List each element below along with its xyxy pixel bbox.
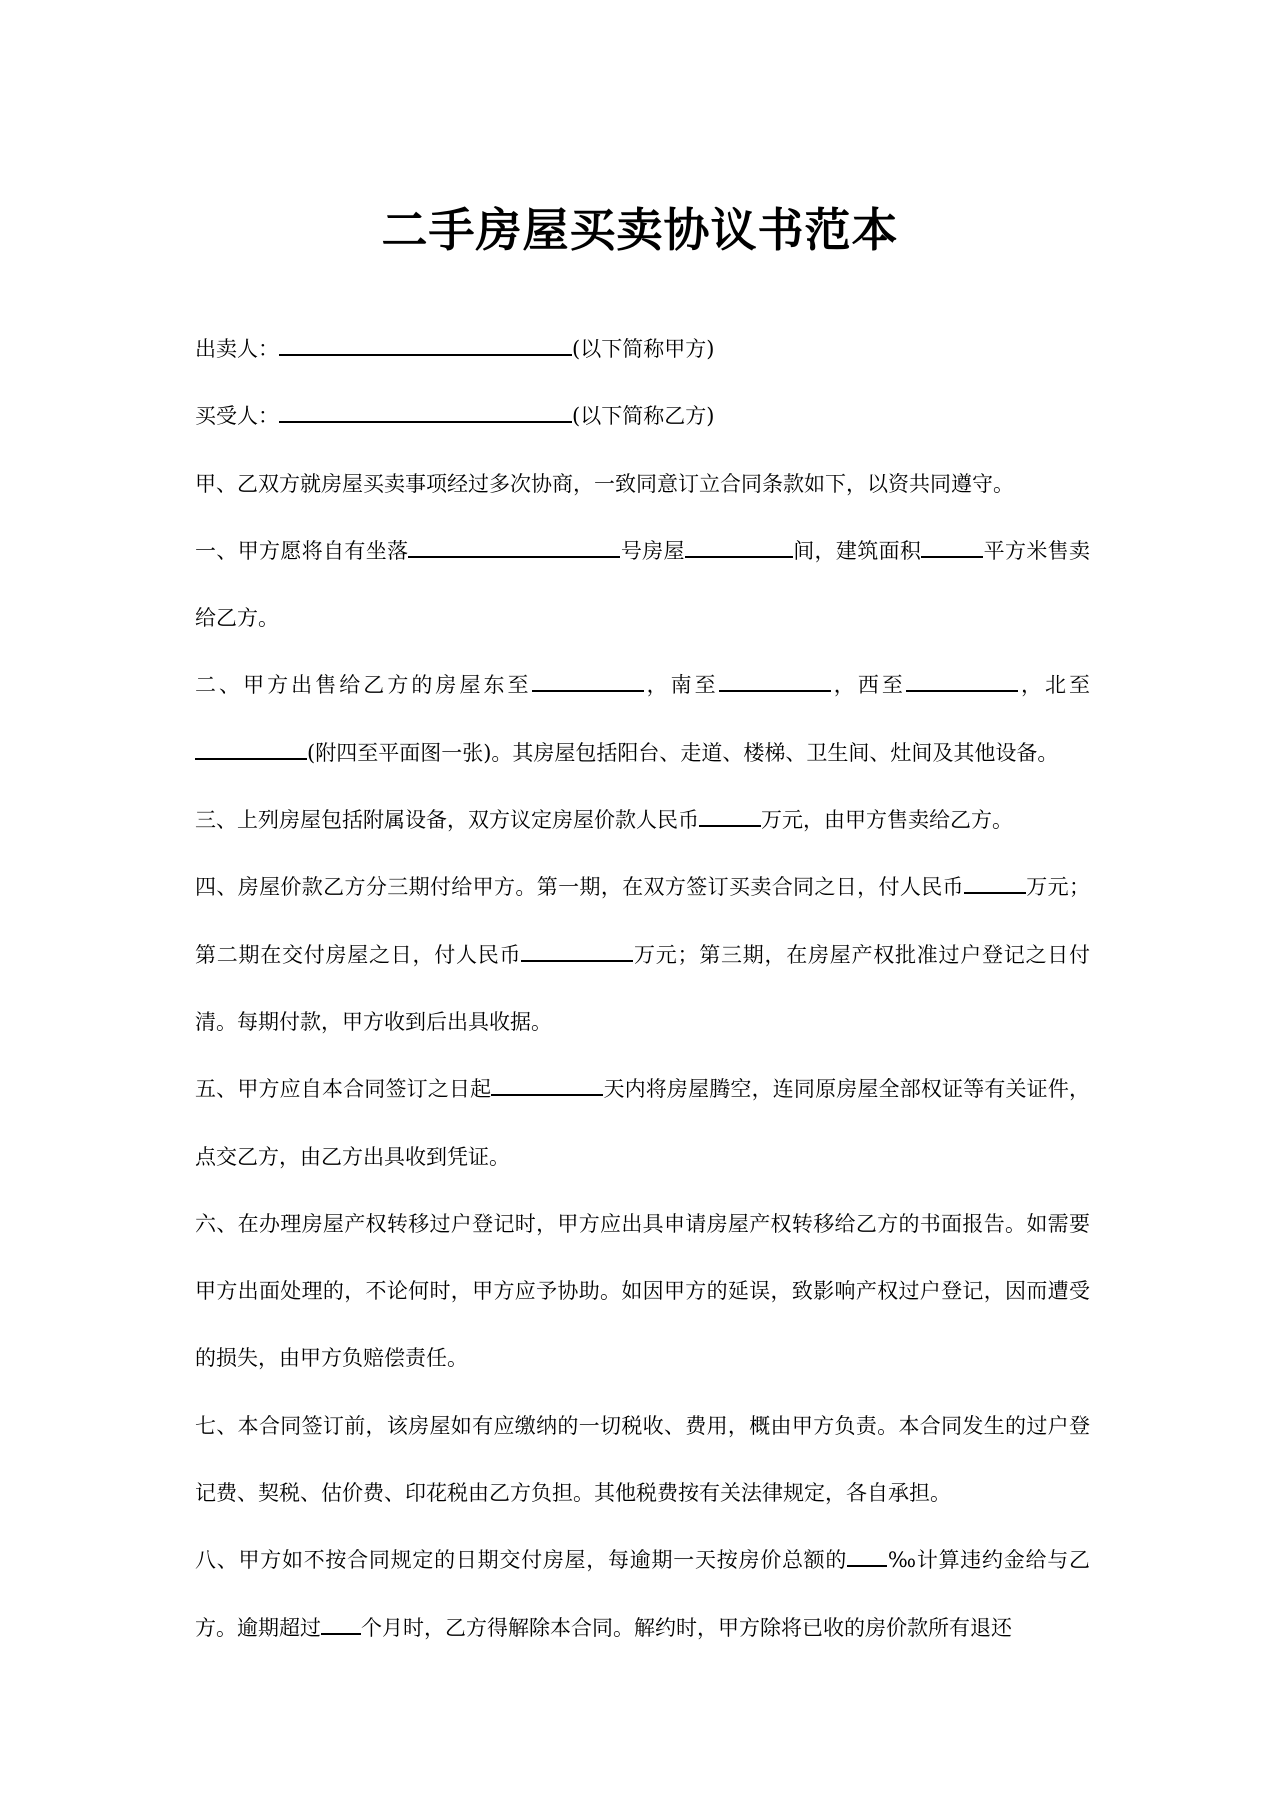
east-boundary-blank[interactable] xyxy=(532,668,644,692)
clause-8-text-b: ‰计算违约金给与乙方。逾期超过 xyxy=(195,1548,1090,1640)
area-blank[interactable] xyxy=(921,534,983,558)
clause-1-text-d: 平方米售卖给乙方。 xyxy=(195,538,1091,631)
rooms-blank[interactable] xyxy=(685,534,793,558)
clause-2-text-a: 二、甲方出售给乙方的房屋东至 xyxy=(195,673,532,698)
clause-4-text-b: 万元；第二期在交付房屋之日，付人民币 xyxy=(195,875,1090,967)
document-title: 二手房屋买卖协议书范本 xyxy=(381,203,899,257)
clause-1 xyxy=(195,518,1090,653)
seller-suffix: (以下简称甲方) xyxy=(572,337,715,361)
north-boundary-blank[interactable] xyxy=(195,736,307,760)
overdue-months-blank[interactable] xyxy=(321,1611,361,1635)
buyer-label: 买受人： xyxy=(195,404,279,429)
clause-1-text-b: 号房屋 xyxy=(620,538,685,563)
south-boundary-blank[interactable] xyxy=(719,668,831,692)
clause-2-text-e: (附四至平面图一张)。其房屋包括阳台、走道、楼梯、卫生间、灶间及其他设备。 xyxy=(307,740,1059,765)
clause-3-text-a: 三、上列房屋包括附属设备，双方议定房屋价款人民币 xyxy=(195,808,699,833)
seller-name-blank[interactable] xyxy=(279,332,572,356)
penalty-rate-blank[interactable] xyxy=(847,1543,887,1567)
clause-7: 七、本合同签订前，该房屋如有应缴纳的一切税收、费用，概由甲方负责。本合同发生的过户登记费、契税、估价费、印花税由乙方负担。其他税费按有关法律规定，各自承担。 xyxy=(195,1413,1090,1506)
clause-8-text-a: 八、甲方如不按合同规定的日期交付房屋，每逾期一天按房价总额的 xyxy=(195,1548,848,1573)
clause-5-text-a: 五、甲方应自本合同签订之日起 xyxy=(195,1077,492,1102)
location-blank[interactable] xyxy=(408,534,620,558)
vacate-days-blank[interactable] xyxy=(491,1072,603,1096)
clause-3-text-b: 万元，由甲方售卖给乙方。 xyxy=(761,808,1013,833)
west-boundary-blank[interactable] xyxy=(906,668,1018,692)
seller-label: 出卖人： xyxy=(195,337,279,361)
clause-8 xyxy=(195,1527,1090,1662)
clause-1-text-a: 一、甲方愿将自有坐落 xyxy=(195,538,409,563)
clause-8-text-c: 个月时，乙方得解除本合同。解约时，甲方除将已收的房价款所有退还 xyxy=(361,1615,1012,1640)
contract-body xyxy=(195,316,1090,1662)
clause-4-text-c: 万元；第三期，在房屋产权批准过户登记之日付清。每期付款，甲方收到后出具收据。 xyxy=(195,942,1090,1034)
clause-5-text-b: 天内将房屋腾空，连同原房屋全部权证等有关证件，点交乙方，由乙方出具收到凭证。 xyxy=(195,1077,1091,1169)
price-blank[interactable] xyxy=(699,803,761,827)
clause-4 xyxy=(195,854,1090,1056)
clause-6: 六、在办理房屋产权转移过户登记时，甲方应出具申请房屋产权转移给乙方的书面报告。如需要甲方出面处理的，不论何时，甲方应予协助。如因甲方的延误，致影响产权过户登记，因而遭受的损失，由甲方负赔偿责任。 xyxy=(195,1211,1090,1371)
clause-5 xyxy=(195,1056,1090,1191)
clause-4-text-a: 四、房屋价款乙方分三期付给甲方。第一期，在双方签订买卖合同之日，付人民币 xyxy=(195,875,964,900)
second-payment-blank[interactable] xyxy=(521,938,633,962)
clause-1-text-c: 间，建筑面积 xyxy=(792,538,922,563)
intro-paragraph: 甲、乙双方就房屋买卖事项经过多次协商，一致同意订立合同条款如下，以资共同遵守。 xyxy=(195,471,1014,496)
buyer-suffix: (以下简称乙方) xyxy=(572,404,715,429)
clause-2-text-c: ，西至 xyxy=(830,673,906,698)
clause-2 xyxy=(195,652,1090,787)
buyer-name-blank[interactable] xyxy=(279,399,572,423)
clause-3 xyxy=(195,787,1090,854)
first-payment-blank[interactable] xyxy=(964,870,1026,894)
clause-2-text-d: ，北至 xyxy=(1017,673,1091,698)
clause-2-text-b: ，南至 xyxy=(643,673,719,698)
buyer-line xyxy=(195,383,1090,450)
seller-line xyxy=(195,316,1090,383)
